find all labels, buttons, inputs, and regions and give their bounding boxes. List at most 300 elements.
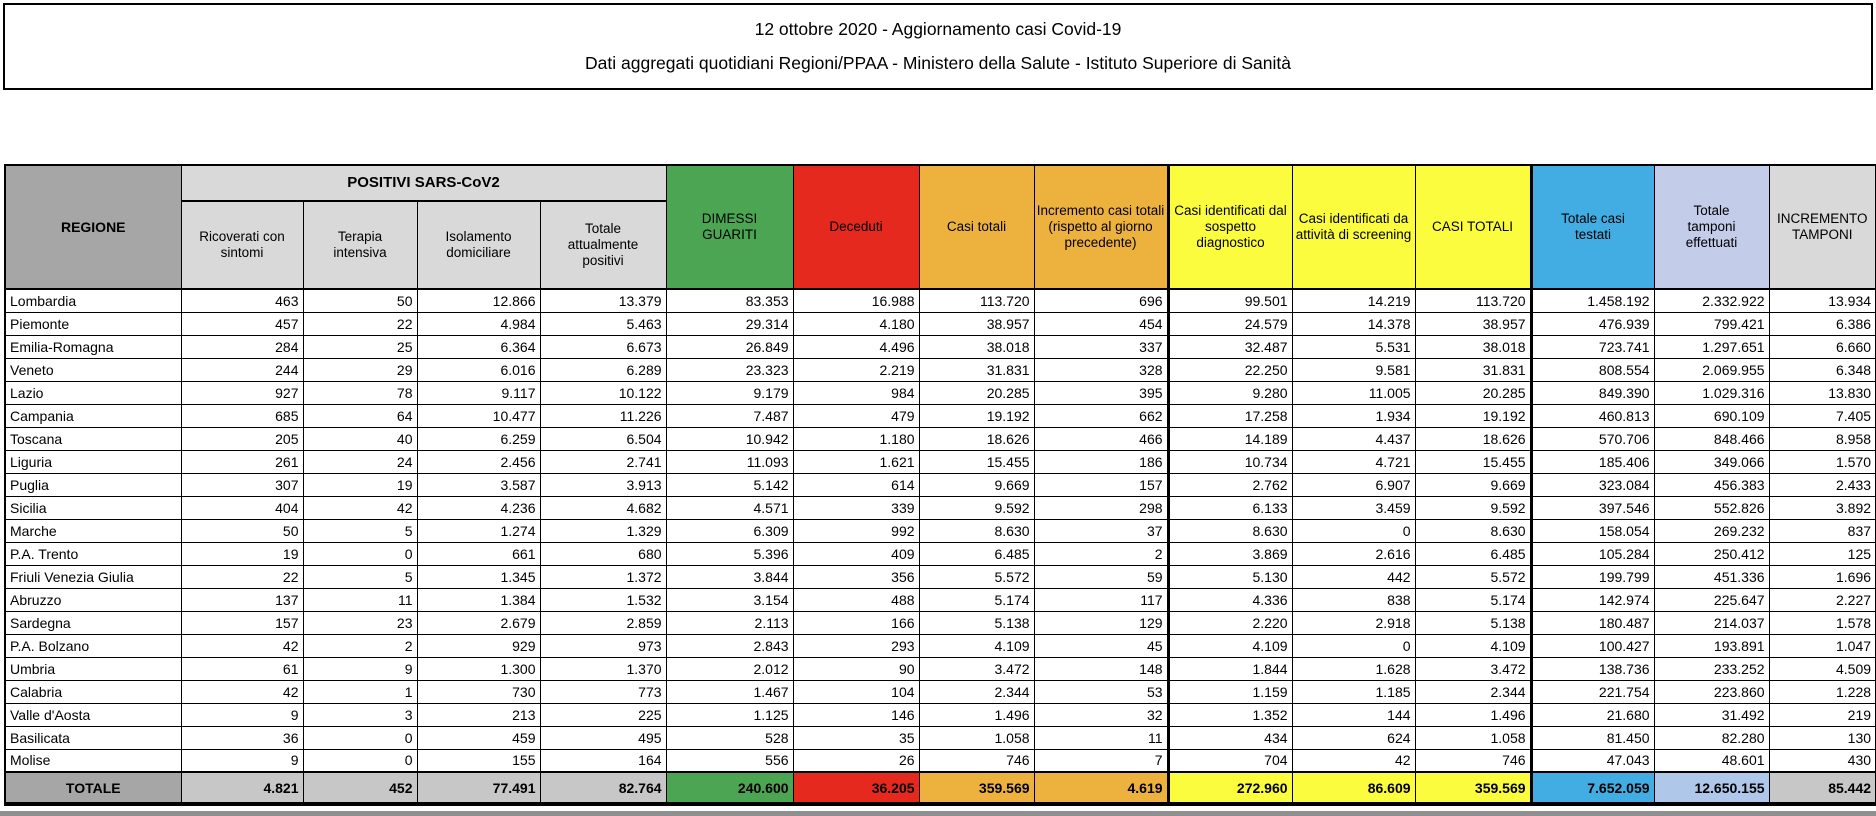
value-cell: 849.390 [1531,381,1654,404]
value-cell: 5.174 [1415,588,1531,611]
value-cell: 6.660 [1769,335,1876,358]
value-cell: 5.396 [666,542,793,565]
value-cell: 1.300 [417,657,540,680]
value-cell: 457 [181,312,303,335]
value-cell: 6.016 [417,358,540,381]
value-cell: 225 [540,703,666,726]
value-cell: 3 [303,703,417,726]
value-cell: 570.706 [1531,427,1654,450]
value-cell: 685 [181,404,303,427]
table-row [5,427,1876,450]
value-cell: 199.799 [1531,565,1654,588]
value-cell: 5.572 [919,565,1034,588]
value-cell: 1.570 [1769,450,1876,473]
value-cell: 552.826 [1654,496,1769,519]
value-cell: 6.259 [417,427,540,450]
table-row [5,496,1876,519]
table-row [5,542,1876,565]
value-cell: 848.466 [1654,427,1769,450]
value-cell: 31.831 [1415,358,1531,381]
value-cell: 927 [181,381,303,404]
column-header-incremento-casi: Incremento casi totali (rispetto al giorno precedente) [1034,165,1168,289]
value-cell: 1.844 [1168,657,1292,680]
value-cell: 225.647 [1654,588,1769,611]
value-cell: 6.386 [1769,312,1876,335]
value-cell: 129 [1034,611,1168,634]
value-cell: 451.336 [1654,565,1769,588]
value-cell: 35 [793,726,919,749]
value-cell: 244 [181,358,303,381]
value-cell: 397.546 [1531,496,1654,519]
table-row [5,749,1876,772]
region-name: P.A. Trento [5,542,181,565]
value-cell: 4.336 [1168,588,1292,611]
value-cell: 42 [181,634,303,657]
value-cell: 148 [1034,657,1168,680]
value-cell: 157 [1034,473,1168,496]
value-cell: 837 [1769,519,1876,542]
value-cell: 64 [303,404,417,427]
value-cell: 349.066 [1654,450,1769,473]
value-cell: 2.762 [1168,473,1292,496]
value-cell: 328 [1034,358,1168,381]
value-cell: 14.189 [1168,427,1292,450]
value-cell: 20.285 [919,381,1034,404]
value-cell: 2.012 [666,657,793,680]
value-cell: 298 [1034,496,1168,519]
value-cell: 3.472 [1415,657,1531,680]
value-cell: 1.458.192 [1531,289,1654,312]
value-cell: 15.455 [919,450,1034,473]
report-subtitle: Dati aggregati quotidiani Regioni/PPAA - Ministero della Salute - Istituto Superiore di Sanità [585,53,1291,74]
value-cell: 19 [181,542,303,565]
report-title-box [3,3,1873,90]
totale-value-cell: 4.821 [181,772,303,804]
column-header-totale-casi-testati: Totale casi testati [1531,165,1654,289]
value-cell: 3.472 [919,657,1034,680]
value-cell: 130 [1769,726,1876,749]
value-cell: 1.370 [540,657,666,680]
value-cell: 22 [181,565,303,588]
value-cell: 323.084 [1531,473,1654,496]
value-cell: 29.314 [666,312,793,335]
table-row [5,312,1876,335]
table-row [5,680,1876,703]
value-cell: 6.133 [1168,496,1292,519]
value-cell: 78 [303,381,417,404]
value-cell: 680 [540,542,666,565]
value-cell: 6.504 [540,427,666,450]
value-cell: 1.228 [1769,680,1876,703]
column-header-isolamento-domiciliare: Isolamento domiciliare [417,201,540,289]
region-name: Valle d'Aosta [5,703,181,726]
value-cell: 479 [793,404,919,427]
value-cell: 4.109 [1168,634,1292,657]
value-cell: 193.891 [1654,634,1769,657]
value-cell: 5.130 [1168,565,1292,588]
region-name: Marche [5,519,181,542]
value-cell: 1.029.316 [1654,381,1769,404]
value-cell: 456.383 [1654,473,1769,496]
column-header-totale-tamponi: Totale tamponi effettuati [1654,165,1769,289]
region-name: Veneto [5,358,181,381]
value-cell: 157 [181,611,303,634]
value-cell: 614 [793,473,919,496]
value-cell: 1.058 [1415,726,1531,749]
value-cell: 0 [303,542,417,565]
value-cell: 1.274 [417,519,540,542]
value-cell: 356 [793,565,919,588]
value-cell: 2 [1034,542,1168,565]
value-cell: 8.630 [1415,519,1531,542]
value-cell: 929 [417,634,540,657]
value-cell: 488 [793,588,919,611]
region-name: Liguria [5,450,181,473]
table-row [5,565,1876,588]
value-cell: 38.018 [919,335,1034,358]
column-header-incremento-tamponi: INCREMENTO TAMPONI [1769,165,1876,289]
value-cell: 2.069.955 [1654,358,1769,381]
table-row [5,289,1876,312]
value-cell: 10.942 [666,427,793,450]
value-cell: 82.280 [1654,726,1769,749]
value-cell: 434 [1168,726,1292,749]
value-cell: 4.682 [540,496,666,519]
value-cell: 337 [1034,335,1168,358]
value-cell: 1.696 [1769,565,1876,588]
value-cell: 3.587 [417,473,540,496]
value-cell: 2.859 [540,611,666,634]
column-header-totale-attualmente-positivi: Totale attualmente positivi [540,201,666,289]
value-cell: 5 [303,565,417,588]
value-cell: 142.974 [1531,588,1654,611]
value-cell: 2.616 [1292,542,1415,565]
value-cell: 31.831 [919,358,1034,381]
table-footer [5,772,1876,804]
column-header-dimessi-guariti: DIMESSI GUARITI [666,165,793,289]
region-name: Friuli Venezia Giulia [5,565,181,588]
table-row [5,519,1876,542]
value-cell: 23.323 [666,358,793,381]
value-cell: 113.720 [1415,289,1531,312]
value-cell: 12.866 [417,289,540,312]
totale-value-cell: 77.491 [417,772,540,804]
value-cell: 339 [793,496,919,519]
value-cell: 1.496 [919,703,1034,726]
value-cell: 460.813 [1531,404,1654,427]
value-cell: 158.054 [1531,519,1654,542]
value-cell: 146 [793,703,919,726]
value-cell: 5.572 [1415,565,1531,588]
value-cell: 459 [417,726,540,749]
value-cell: 10.734 [1168,450,1292,473]
value-cell: 61 [181,657,303,680]
value-cell: 11.093 [666,450,793,473]
value-cell: 730 [417,680,540,703]
value-cell: 214.037 [1654,611,1769,634]
value-cell: 4.109 [919,634,1034,657]
value-cell: 307 [181,473,303,496]
value-cell: 696 [1034,289,1168,312]
totale-value-cell: 272.960 [1168,772,1292,804]
region-name: Emilia-Romagna [5,335,181,358]
value-cell: 1.329 [540,519,666,542]
value-cell: 42 [181,680,303,703]
value-cell: 799.421 [1654,312,1769,335]
value-cell: 117 [1034,588,1168,611]
value-cell: 2.679 [417,611,540,634]
value-cell: 22 [303,312,417,335]
totale-value-cell: 452 [303,772,417,804]
value-cell: 59 [1034,565,1168,588]
value-cell: 6.364 [417,335,540,358]
totale-value-cell: 86.609 [1292,772,1415,804]
value-cell: 26.849 [666,335,793,358]
value-cell: 2.741 [540,450,666,473]
value-cell: 11.005 [1292,381,1415,404]
value-cell: 13.830 [1769,381,1876,404]
table-row [5,588,1876,611]
value-cell: 1.058 [919,726,1034,749]
value-cell: 32.487 [1168,335,1292,358]
region-name: Lombardia [5,289,181,312]
value-cell: 1 [303,680,417,703]
value-cell: 50 [303,289,417,312]
value-cell: 269.232 [1654,519,1769,542]
value-cell: 17.258 [1168,404,1292,427]
value-cell: 430 [1769,749,1876,772]
value-cell: 1.496 [1415,703,1531,726]
value-cell: 723.741 [1531,335,1654,358]
value-cell: 4.109 [1415,634,1531,657]
value-cell: 409 [793,542,919,565]
region-name: Abruzzo [5,588,181,611]
value-cell: 9.179 [666,381,793,404]
value-cell: 7.405 [1769,404,1876,427]
value-cell: 1.384 [417,588,540,611]
value-cell: 2.843 [666,634,793,657]
value-cell: 205 [181,427,303,450]
value-cell: 1.467 [666,680,793,703]
value-cell: 250.412 [1654,542,1769,565]
value-cell: 14.378 [1292,312,1415,335]
column-header-casi-screening: Casi identificati da attività di screening [1292,165,1415,289]
value-cell: 9.592 [1415,496,1531,519]
value-cell: 113.720 [919,289,1034,312]
value-cell: 704 [1168,749,1292,772]
value-cell: 38.957 [919,312,1034,335]
value-cell: 690.109 [1654,404,1769,427]
value-cell: 42 [303,496,417,519]
value-cell: 221.754 [1531,680,1654,703]
table-row [5,634,1876,657]
value-cell: 5.174 [919,588,1034,611]
table-row [5,703,1876,726]
value-cell: 10.477 [417,404,540,427]
totale-value-cell: 85.442 [1769,772,1876,804]
value-cell: 2.332.922 [1654,289,1769,312]
value-cell: 5.531 [1292,335,1415,358]
totale-value-cell: 240.600 [666,772,793,804]
value-cell: 6.309 [666,519,793,542]
value-cell: 293 [793,634,919,657]
region-name: P.A. Bolzano [5,634,181,657]
value-cell: 18.626 [1415,427,1531,450]
value-cell: 11.226 [540,404,666,427]
region-name: Piemonte [5,312,181,335]
value-cell: 155 [417,749,540,772]
value-cell: 2.219 [793,358,919,381]
value-cell: 9.280 [1168,381,1292,404]
value-cell: 24 [303,450,417,473]
value-cell: 4.984 [417,312,540,335]
value-cell: 7 [1034,749,1168,772]
value-cell: 0 [303,749,417,772]
value-cell: 746 [919,749,1034,772]
value-cell: 233.252 [1654,657,1769,680]
value-cell: 2.918 [1292,611,1415,634]
value-cell: 5 [303,519,417,542]
value-cell: 105.284 [1531,542,1654,565]
value-cell: 40 [303,427,417,450]
totale-value-cell: 7.652.059 [1531,772,1654,804]
value-cell: 6.348 [1769,358,1876,381]
region-name: Lazio [5,381,181,404]
value-cell: 3.154 [666,588,793,611]
value-cell: 3.892 [1769,496,1876,519]
value-cell: 984 [793,381,919,404]
value-cell: 14.219 [1292,289,1415,312]
column-header-regione: REGIONE [5,165,181,289]
value-cell: 81.450 [1531,726,1654,749]
value-cell: 0 [303,726,417,749]
value-cell: 36 [181,726,303,749]
value-cell: 19 [303,473,417,496]
value-cell: 8.630 [919,519,1034,542]
table-header [5,165,1876,289]
value-cell: 495 [540,726,666,749]
value-cell: 4.236 [417,496,540,519]
region-name: Campania [5,404,181,427]
value-cell: 454 [1034,312,1168,335]
value-cell: 6.673 [540,335,666,358]
value-cell: 4.496 [793,335,919,358]
value-cell: 838 [1292,588,1415,611]
value-cell: 1.621 [793,450,919,473]
value-cell: 662 [1034,404,1168,427]
value-cell: 8.630 [1168,519,1292,542]
value-cell: 1.185 [1292,680,1415,703]
table-row [5,657,1876,680]
value-cell: 4.721 [1292,450,1415,473]
value-cell: 5.138 [1415,611,1531,634]
value-cell: 3.869 [1168,542,1292,565]
table-row [5,381,1876,404]
value-cell: 137 [181,588,303,611]
column-header-terapia-intensiva: Terapia intensiva [303,201,417,289]
report-date-title: 12 ottobre 2020 - Aggiornamento casi Covid-19 [754,18,1122,39]
value-cell: 24.579 [1168,312,1292,335]
value-cell: 9.592 [919,496,1034,519]
region-name: Toscana [5,427,181,450]
column-header-casi-totali: Casi totali [919,165,1034,289]
value-cell: 773 [540,680,666,703]
region-name: Sardegna [5,611,181,634]
region-name: Calabria [5,680,181,703]
value-cell: 13.934 [1769,289,1876,312]
value-cell: 2.433 [1769,473,1876,496]
region-name: Umbria [5,657,181,680]
value-cell: 466 [1034,427,1168,450]
value-cell: 1.297.651 [1654,335,1769,358]
value-cell: 2.344 [919,680,1034,703]
value-cell: 1.628 [1292,657,1415,680]
value-cell: 395 [1034,381,1168,404]
totale-value-cell: 4.619 [1034,772,1168,804]
value-cell: 19.192 [1415,404,1531,427]
value-cell: 11 [1034,726,1168,749]
value-cell: 164 [540,749,666,772]
value-cell: 53 [1034,680,1168,703]
value-cell: 2.344 [1415,680,1531,703]
value-cell: 32 [1034,703,1168,726]
value-cell: 3.913 [540,473,666,496]
value-cell: 808.554 [1531,358,1654,381]
value-cell: 6.289 [540,358,666,381]
value-cell: 9 [303,657,417,680]
value-cell: 5.142 [666,473,793,496]
value-cell: 213 [417,703,540,726]
value-cell: 9.581 [1292,358,1415,381]
totale-label: TOTALE [5,772,181,804]
covid-data-table [4,164,1876,806]
value-cell: 48.601 [1654,749,1769,772]
value-cell: 1.578 [1769,611,1876,634]
value-cell: 144 [1292,703,1415,726]
value-cell: 2.220 [1168,611,1292,634]
value-cell: 180.487 [1531,611,1654,634]
value-cell: 1.352 [1168,703,1292,726]
value-cell: 1.047 [1769,634,1876,657]
value-cell: 83.353 [666,289,793,312]
table-row [5,450,1876,473]
value-cell: 5.138 [919,611,1034,634]
region-name: Molise [5,749,181,772]
value-cell: 21.680 [1531,703,1654,726]
value-cell: 4.180 [793,312,919,335]
value-cell: 1.180 [793,427,919,450]
value-cell: 6.907 [1292,473,1415,496]
table-body [5,289,1876,772]
value-cell: 404 [181,496,303,519]
value-cell: 1.934 [1292,404,1415,427]
bottom-edge-bar [0,811,1876,816]
column-header-ricoverati-con-sintomi: Ricoverati con sintomi [181,201,303,289]
value-cell: 22.250 [1168,358,1292,381]
value-cell: 18.626 [919,427,1034,450]
value-cell: 973 [540,634,666,657]
value-cell: 6.485 [1415,542,1531,565]
value-cell: 556 [666,749,793,772]
value-cell: 0 [1292,519,1415,542]
totale-value-cell: 12.650.155 [1654,772,1769,804]
value-cell: 138.736 [1531,657,1654,680]
value-cell: 9 [181,703,303,726]
column-header-casi-sospetto-diagnostico: Casi identificati dal sospetto diagnostico [1168,165,1292,289]
value-cell: 100.427 [1531,634,1654,657]
table-row [5,335,1876,358]
value-cell: 219 [1769,703,1876,726]
